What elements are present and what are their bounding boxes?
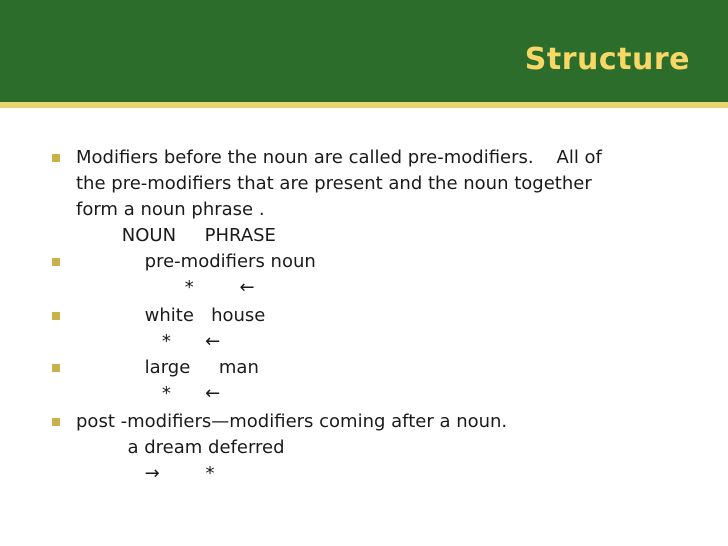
bullet-3-line-2: * ← — [76, 331, 221, 352]
bullet-icon — [52, 364, 60, 372]
bullet-icon — [52, 312, 60, 320]
bullet-5-line-1: post -modifiers—modifiers coming after a noun. — [76, 411, 508, 432]
bullet-icon — [52, 258, 60, 266]
bullet-1-line-4: NOUN PHRASE — [76, 225, 276, 246]
bullet-2-line-2: * ← — [76, 277, 255, 298]
bullet-5-line-3: → * — [76, 463, 215, 484]
bullet-5-line-2: a dream deferred — [76, 437, 285, 458]
bullet-4-line-2: * ← — [76, 383, 221, 404]
bullet-3-line-1: white house — [76, 305, 266, 326]
bullet-2-line-1: pre-modifiers noun — [76, 251, 316, 272]
bullet-1-line-1: Modifiers before the noun are called pre-modifiers. All of — [76, 147, 602, 168]
bullet-1-line-2: the pre-modifiers that are present and the noun together — [76, 173, 592, 194]
slide-title: Structure — [524, 42, 690, 77]
bullet-icon — [52, 154, 60, 162]
bullet-1-line-3: form a noun phrase . — [76, 199, 265, 220]
bullet-4-line-1: large man — [76, 357, 259, 378]
title-bar — [0, 0, 728, 108]
bullet-icon — [52, 418, 60, 426]
